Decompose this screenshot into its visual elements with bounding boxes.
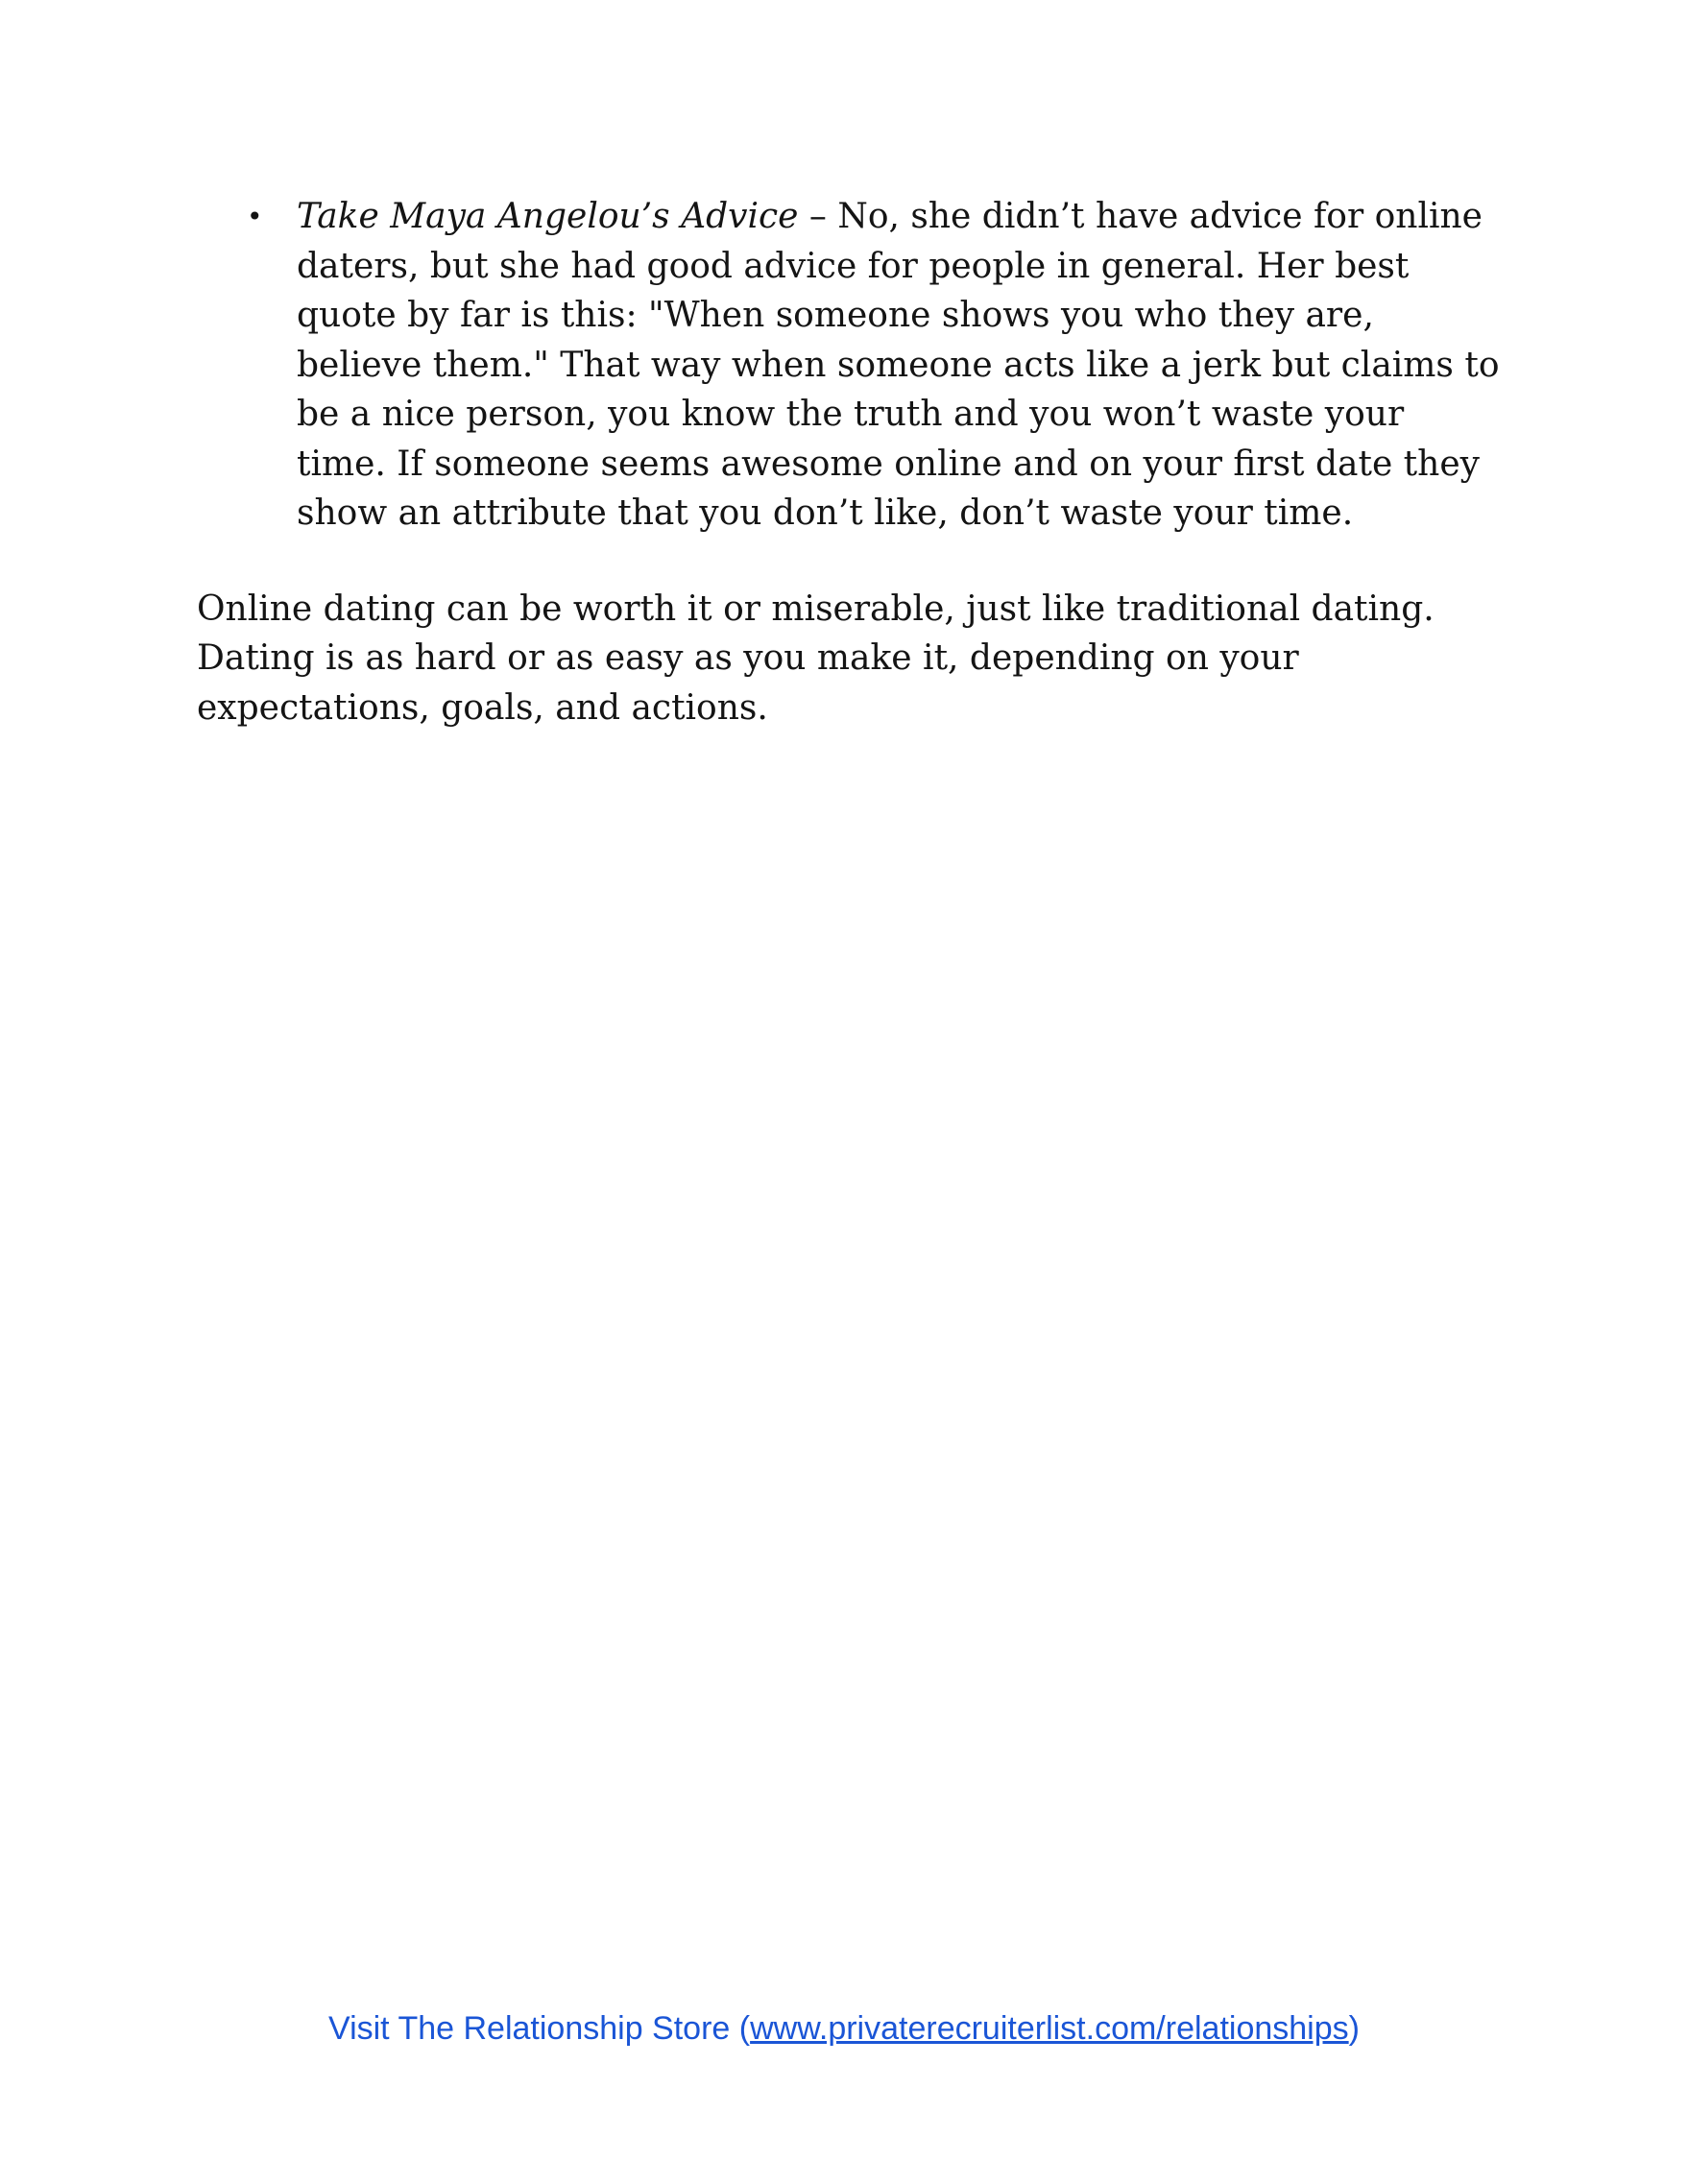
bullet-list [197, 192, 1503, 539]
bullet-text: – No, she didn’t have advice for online daters, but she had good advice for people in general. Her best quote by far is this: "When someone shows you who they are, believe them." That way when someone acts like a jerk but claims to be a nice person, you know the truth and you won’t waste your time. If someone seems awesome online and on your first date they show an attribute that you don’t like, don’t waste your time. [297, 197, 1500, 533]
footer-prefix: Visit The Relationship Store ( [328, 2010, 751, 2047]
relationship-store-link[interactable]: www.privaterecruiterlist.com/relationships [750, 2010, 1349, 2047]
bullet-icon: • [247, 201, 263, 232]
closing-paragraph: Online dating can be worth it or miserable, just like traditional dating. Dating is as hard or as easy as you make it, depending on your expectations, goals, and actions. [197, 588, 1435, 728]
list-item [197, 192, 1503, 539]
footer-suffix: ) [1348, 2010, 1360, 2047]
page-footer [0, 2010, 1688, 2048]
bullet-title: Take Maya Angelou’s Advice [297, 197, 799, 236]
document-body [197, 192, 1503, 732]
